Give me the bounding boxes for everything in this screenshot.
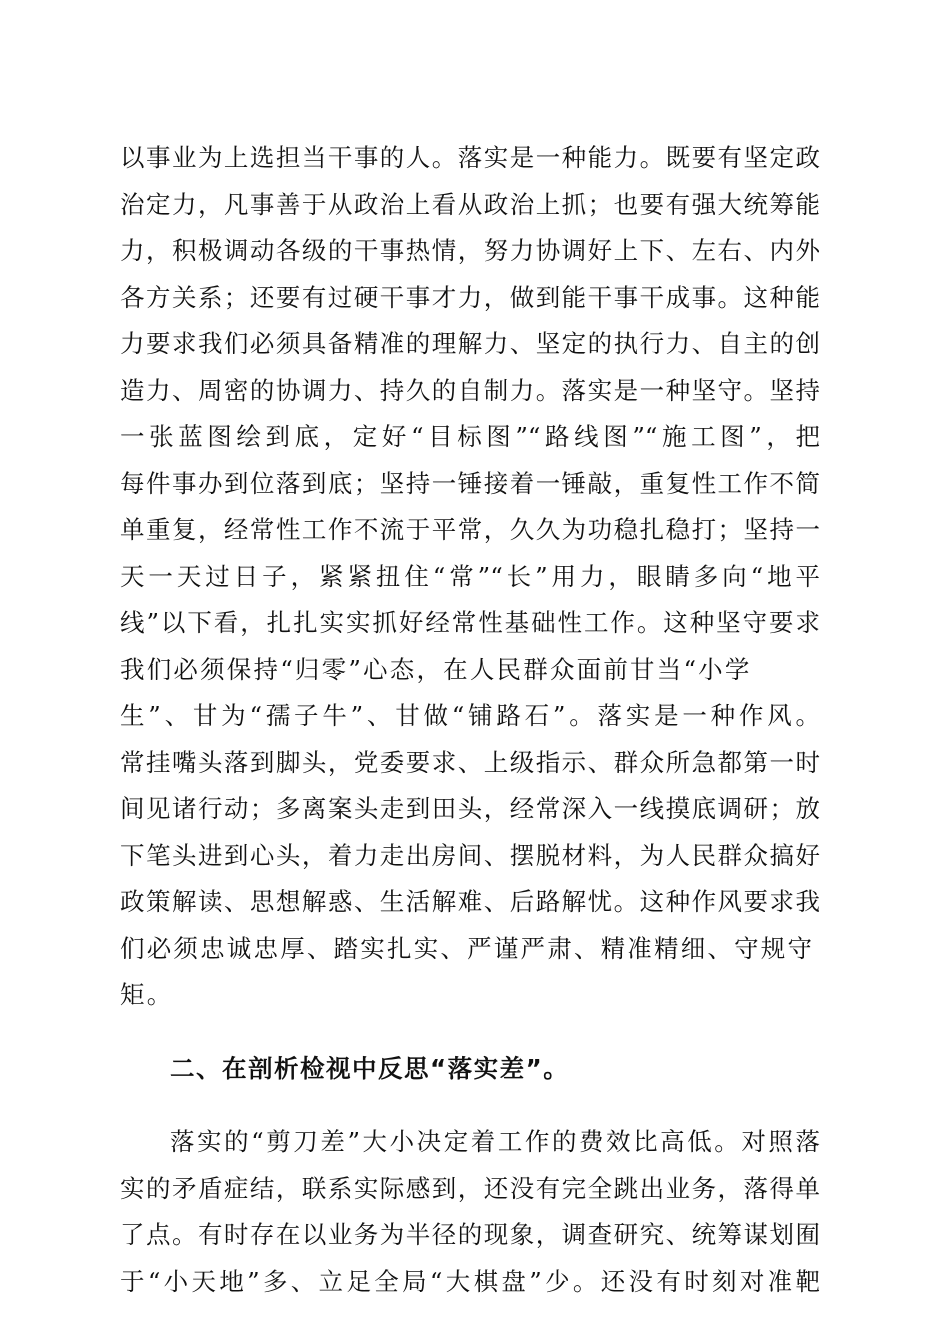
text-line: 线”以下看，扎扎实实抓好经常性基础性工作。这种坚守要求 [120, 608, 820, 637]
text-line: 力要求我们必须具备精准的理解力、坚定的执行力、自主的创 [120, 329, 820, 358]
text-line: 我们必须保持“归零”心态，在人民群众面前甘当“小学 [120, 654, 752, 684]
text-line: 下笔头进到心头，着力走出房间、摆脱材料，为人民群众搞好 [120, 840, 820, 870]
text-line: 了点。有时存在以业务为半径的现象，调查研究、统筹谋划囿 [120, 1220, 820, 1249]
text-line: 治定力，凡事善于从政治上看从政治上抓；也要有强大统筹能 [120, 189, 820, 219]
text-line: 造力、周密的协调力、持久的自制力。落实是一种坚守。坚持 [120, 375, 820, 405]
text-line: 以事业为上选担当干事的人。落实是一种能力。既要有坚定政 [120, 143, 820, 172]
text-line: 一张蓝图绘到底，定好“目标图”“路线图”“施工图”，把 [120, 422, 820, 451]
text-line: 常挂嘴头落到脚头，党委要求、上级指示、群众所急都第一时 [120, 747, 820, 777]
section-heading: 二、在剖析检视中反思“落实差”。 [170, 1053, 570, 1083]
text-line: 于“小天地”多、立足全局“大棋盘”少。还没有时刻对准靶 [120, 1266, 820, 1296]
document-body [120, 135, 820, 1305]
text-line: 政策解读、思想解惑、生活解难、后路解忧。这种作风要求我 [120, 887, 820, 916]
text-line: 单重复，经常性工作不流于平常，久久为功稳扎稳打；坚持一 [120, 515, 820, 544]
paragraph-section-two [120, 1119, 820, 1305]
text-line: 间见诸行动；多离案头走到田头，经常深入一线摸底调研；放 [120, 794, 820, 823]
paragraph-continued [120, 135, 820, 1019]
text-line: 矩。 [120, 980, 174, 1009]
text-line: 每件事办到位落到底；坚持一锤接着一锤敲，重复性工作不简 [120, 468, 820, 498]
text-line: 力，积极调动各级的干事热情，努力协调好上下、左右、内外 [120, 236, 820, 265]
text-line: 生”、甘为“孺子牛”、甘做“铺路石”。落实是一种作风。 [120, 701, 820, 730]
text-line: 落实的“剪刀差”大小决定着工作的费效比高低。对照落 [170, 1127, 820, 1156]
paragraph-spacing [120, 1019, 820, 1046]
text-line: 们必须忠诚忠厚、踏实扎实、严谨严肃、精准精细、守规守 [120, 933, 815, 963]
paragraph-spacing [120, 1092, 820, 1119]
text-line: 各方关系；还要有过硬干事才力，做到能干事干成事。这种能 [120, 282, 820, 312]
text-line: 实的矛盾症结，联系实际感到，还没有完全跳出业务，落得单 [120, 1173, 820, 1203]
text-line: 天一天过日子，紧紧扭住“常”“长”用力，眼睛多向“地平 [120, 561, 820, 591]
